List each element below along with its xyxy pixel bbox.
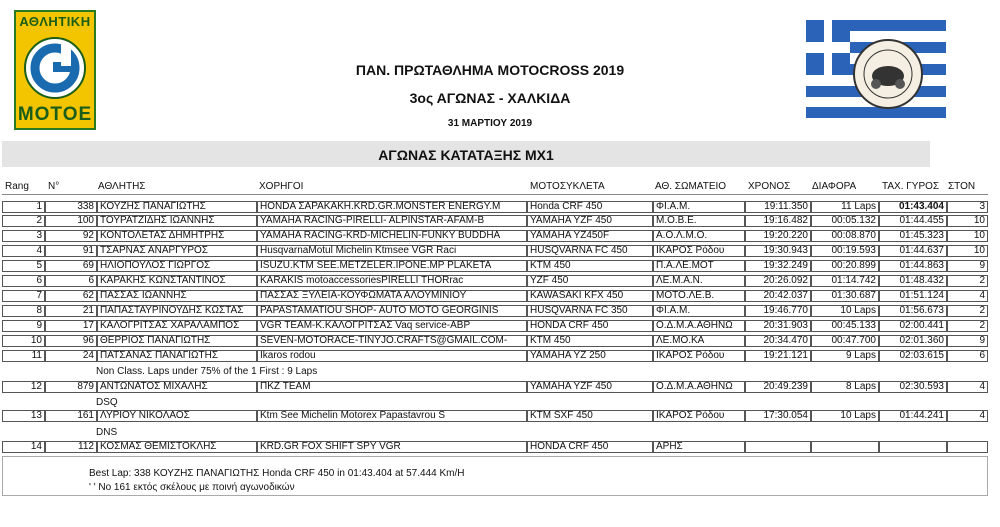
cell-no: 21 (82, 305, 94, 316)
col-club: ΑΘ. ΣΩΜΑΤΕΙΟ (655, 181, 727, 192)
cell-sponsors: KRD.GR FOX SHIFT SPY VGR (260, 441, 401, 452)
best-lap-line: Best Lap: 338 ΚΟΥΖΗΣ ΠΑΝΑΓΙΩΤΗΣ Honda CRF 450 in 01:43.404 at 57.444 Km/H (89, 468, 465, 479)
cell-box (879, 441, 947, 453)
cell-bike: HONDA CRF 450 (530, 441, 609, 452)
cell-sponsors: HONDA ΣΑΡΑΚΑΚΗ.KRD.GR.MONSTER ENERGY.M (260, 201, 501, 212)
cell-bike: HUSQVARNA FC 450 (530, 245, 628, 256)
cell-best: 01:44.637 (899, 245, 944, 256)
cell-no: 91 (82, 245, 94, 256)
cell-rider: ΠΑΤΣΑΝΑΣ ΠΑΝΑΓΙΩΤΗΣ (100, 350, 219, 361)
cell-no: 879 (77, 381, 94, 392)
cell-club: ΦΙ.Α.Μ. (656, 201, 691, 212)
cell-diff: 00:47.700 (831, 335, 876, 346)
col-no: N° (48, 181, 60, 192)
results-footer (2, 456, 988, 496)
cell-best: 01:48.432 (899, 275, 944, 286)
cell-best: 01:51.124 (899, 290, 944, 301)
cell-bike: YAMAHA YZF 450 (530, 381, 612, 392)
cell-rang: 6 (36, 275, 42, 286)
cell-no: 92 (82, 230, 94, 241)
table-row (2, 440, 988, 454)
cell-box (745, 441, 811, 453)
race-title: ΑΓΩΝΑΣ ΚΑΤΑΤΑΞΗΣ MX1 (378, 147, 554, 163)
cell-club: Ο.Δ.Μ.Α.ΑΘΗΝΩ (656, 381, 733, 392)
cell-no: 338 (77, 201, 94, 212)
cell-time: 19:11.350 (764, 201, 808, 212)
cell-diff: 11 Laps (841, 201, 876, 212)
cell-diff: 9 Laps (845, 350, 876, 361)
table-row (2, 200, 988, 214)
cell-time: 19:16.482 (763, 215, 808, 226)
cell-on: 10 (973, 230, 985, 241)
cell-best: 01:43.404 (898, 201, 944, 212)
cell-rang: 5 (36, 260, 42, 271)
cell-rider: ΑΝΤΩΝΑΤΟΣ ΜΙΧΑΛΗΣ (100, 381, 208, 392)
cell-time: 17:30.054 (763, 410, 808, 421)
cell-rang: 4 (36, 245, 42, 256)
cell-rider: ΤΟΥΡΑΤΖΙΔΗΣ ΙΩΑΝΝΗΣ (100, 215, 215, 226)
cell-diff: 00:05.132 (831, 215, 876, 226)
cell-rang: 1 (36, 201, 42, 212)
table-row (2, 289, 988, 303)
col-best: ΤΑΧ. ΓΥΡΟΣ (882, 181, 940, 192)
championship-title: ΠΑΝ. ΠΡΩΤΑΘΛΗΜΑ MOTOCROSS 2019 (355, 62, 625, 78)
cell-sponsors: HusqvarnaMotul Michelin Ktmsee VGR Raci (260, 245, 457, 256)
race-title-bar (2, 141, 930, 167)
cell-club: ΑΡΗΣ (656, 441, 683, 452)
table-row (2, 304, 988, 318)
table-row (2, 334, 988, 348)
cell-diff: 10 Laps (840, 410, 876, 421)
cell-bike: YAMAHA YZF 450 (530, 215, 612, 226)
cell-diff: 00:45.133 (831, 320, 876, 331)
cell-no: 100 (77, 215, 94, 226)
event-date: 31 ΜΑΡΤΙΟΥ 2019 (447, 118, 533, 129)
cell-sponsors: Ikaros rodou (260, 350, 316, 361)
cell-club: Α.Ο.Λ.Μ.Ο. (656, 230, 708, 241)
cell-no: 112 (78, 441, 94, 452)
cell-rang: 13 (30, 410, 42, 421)
cell-rider: ΠΑΠΑΣΤΑΥΡΙΝΟΥΔΗΣ ΚΩΣΤΑΣ (100, 305, 244, 316)
table-row (2, 319, 988, 333)
cell-time: 19:32.249 (763, 260, 808, 271)
col-rider: ΑΘΛΗΤΗΣ (98, 181, 146, 192)
table-row (2, 259, 988, 273)
cell-club: ΙΚΑΡΟΣ Ρόδου (656, 350, 725, 361)
cell-club: ΛΕ.Μ.Α.Ν. (656, 275, 703, 286)
cell-bike: KAWASAKI KFX 450 (530, 290, 624, 301)
cell-rider: ΤΣΑΡΝΑΣ ΑΝΑΡΓΥΡΟΣ (100, 245, 208, 256)
logo-bottom-text: ΜΟΤΟΕ (17, 104, 93, 125)
cell-club: ΜΟΤΟ.ΛΕ.Β. (656, 290, 715, 301)
cell-on: 10 (973, 215, 985, 226)
cell-on: 4 (979, 290, 985, 301)
cell-no: 161 (77, 410, 94, 421)
cell-diff: 8 Laps (845, 381, 876, 392)
cell-rider: ΠΑΣΣΑΣ ΙΩΑΝΝΗΣ (100, 290, 187, 301)
table-row (2, 274, 988, 288)
table-row (2, 244, 988, 258)
cell-on: 4 (979, 381, 985, 392)
cell-time: 20:31.903 (763, 320, 808, 331)
cell-bike: YZF 450 (530, 275, 569, 286)
cell-no: 17 (82, 320, 94, 331)
dsq-label: DSQ (96, 397, 118, 408)
cell-best: 02:00.441 (899, 320, 944, 331)
cell-on: 3 (979, 201, 985, 212)
cell-rang: 8 (36, 305, 42, 316)
cell-bike: YAMAHA YZ450F (530, 230, 610, 241)
cell-time: 20:34.470 (763, 335, 808, 346)
cell-time: 19:21.121 (763, 350, 808, 361)
cell-best: 02:03.615 (899, 350, 944, 361)
cell-best: 01:56.673 (899, 305, 944, 316)
cell-sponsors: YAMAHA RACING-PIRELLI- ALPINSTAR-AFAM-B (260, 215, 485, 226)
cell-on: 2 (979, 275, 985, 286)
cell-sponsors: YAMAHA RACING-KRD-MICHELIN-FUNKY BUDDHA (260, 230, 501, 241)
cell-rider: ΛΥΡΙΟΥ ΝΙΚΟΛΑΟΣ (100, 410, 190, 421)
cell-on: 10 (973, 245, 985, 256)
cell-best: 01:45.323 (899, 230, 944, 241)
cell-on: 6 (979, 350, 985, 361)
cell-rang: 14 (30, 441, 42, 452)
federation-logo (14, 10, 96, 130)
cell-bike: KTM 450 (530, 335, 571, 346)
cell-on: 9 (979, 260, 985, 271)
cell-no: 24 (82, 350, 94, 361)
cell-on: 2 (979, 320, 985, 331)
cell-best: 01:44.455 (899, 215, 944, 226)
cell-rider: ΚΟΣΜΑΣ ΘΕΜΙΣΤΟΚΛΗΣ (100, 441, 217, 452)
cell-rang: 3 (36, 230, 42, 241)
cell-rang: 10 (30, 335, 42, 346)
cell-no: 6 (88, 275, 94, 286)
cell-best: 01:44.863 (899, 260, 944, 271)
cell-bike: HUSQVARNA FC 350 (530, 305, 628, 316)
cell-club: Ο.Δ.Μ.Α.ΑΘΗΝΩ (656, 320, 733, 331)
cell-on: 2 (979, 305, 985, 316)
cell-rider: ΘΕΡΡΙΟΣ ΠΑΝΑΓΙΩΤΗΣ (100, 335, 211, 346)
cell-no: 69 (82, 260, 94, 271)
cell-on: 9 (979, 335, 985, 346)
cell-sponsors: PAPASTAMATIOU SHOP- AUTO MOTO GEORGINIS (260, 305, 499, 316)
penalty-remark: ' ' Νο 161 εκτός σκέλους με ποινή αγωνοδικών (89, 482, 295, 493)
logo-top-text: ΑΘΛΗΤΙΚΗ (19, 14, 91, 29)
cell-rider: ΚΟΥΖΗΣ ΠΑΝΑΓΙΩΤΗΣ (100, 201, 206, 212)
table-header (2, 181, 988, 195)
cell-rang: 9 (36, 320, 42, 331)
event-subtitle: 3ος ΑΓΩΝΑΣ - ΧΑΛΚΙΔΑ (409, 90, 571, 106)
cell-diff: 10 Laps (840, 305, 876, 316)
cell-time: 19:20.220 (763, 230, 808, 241)
cell-no: 96 (82, 335, 94, 346)
col-diff: ΔΙΑΦΟΡΑ (812, 181, 857, 192)
col-bike: ΜΟΤΟΣΥΚΛΕΤΑ (530, 181, 605, 192)
cell-sponsors: VGR TEAM-Κ.ΚΑΛΟΓΡΙΤΣΑΣ Vaq service-ABP (260, 320, 471, 331)
cell-rang: 12 (30, 381, 42, 392)
cell-time: 19:46.770 (763, 305, 808, 316)
cell-diff: 01:14.742 (831, 275, 876, 286)
nonclass-note: Non Class. Laps under 75% of the 1 First : 9 Laps (96, 366, 318, 377)
cell-time: 20:26.092 (763, 275, 808, 286)
cell-time: 19:30.943 (763, 245, 808, 256)
cell-club: ΛΕ.ΜΟ.ΚΑ (656, 335, 705, 346)
cell-rang: 11 (31, 350, 42, 361)
cell-sponsors: ΠΚΖ TEAM (260, 381, 311, 392)
cell-sponsors: Ktm See Michelin Motorex Papastavrou S (260, 410, 446, 421)
col-time: ΧΡΟΝΟΣ (748, 181, 791, 192)
cell-box (811, 441, 879, 453)
cell-best: 02:30.593 (899, 381, 944, 392)
cell-bike: KTM SXF 450 (530, 410, 593, 421)
table-row (2, 349, 988, 363)
cell-best: 01:44.241 (899, 410, 944, 421)
cell-sponsors: SEVEN-MOTORACE-TINYJO.CRAFTS@GMAIL.COM- (260, 335, 508, 346)
cell-rider: ΚΑΛΟΓΡΙΤΣΑΣ ΧΑΡΑΛΑΜΠΟΣ (100, 320, 240, 331)
table-row (2, 214, 988, 228)
cell-bike: Honda CRF 450 (530, 201, 603, 212)
cell-club: Π.Α.ΛΕ.ΜΟΤ (656, 260, 714, 271)
cell-on: 4 (979, 410, 985, 421)
table-row (2, 229, 988, 243)
cell-club: Μ.Ο.Β.Ε. (656, 215, 697, 226)
logo-emblem-icon (23, 36, 87, 100)
cell-club: ΙΚΑΡΟΣ Ρόδου (656, 410, 725, 421)
cell-club: ΙΚΑΡΟΣ Ρόδου (656, 245, 725, 256)
cell-no: 62 (82, 290, 94, 301)
cell-diff: 00:08.870 (831, 230, 876, 241)
cell-sponsors: KARAKIS motoaccessoriesPIRELLI THORrac (260, 275, 464, 286)
table-row (2, 409, 988, 423)
club-emblem (852, 38, 924, 110)
cell-rider: ΚΟΝΤΟΛΕΤΑΣ ΔΗΜΗΤΡΗΣ (100, 230, 225, 241)
cell-bike: YAMAHA YZ 250 (530, 350, 606, 361)
table-row (2, 380, 988, 394)
cell-sponsors: ISUZU.KTM SEE.METZELER.IPONE.MP PLAKETA (260, 260, 492, 271)
col-on: ΣΤΟΝ (948, 181, 976, 192)
col-rang: Rang (5, 181, 29, 192)
cell-club: ΦΙ.Α.Μ. (656, 305, 691, 316)
cell-time: 20:42.037 (763, 290, 808, 301)
cell-box (947, 441, 988, 453)
cell-best: 02:01.360 (899, 335, 944, 346)
cell-rang: 7 (36, 290, 42, 301)
cell-rider: ΚΑΡΑΚΗΣ ΚΩΝΣΤΑΝΤΙΝΟΣ (100, 275, 226, 286)
cell-rang: 2 (36, 215, 42, 226)
cell-diff: 00:19.593 (831, 245, 876, 256)
cell-diff: 00:20.899 (831, 260, 876, 271)
cell-rider: ΗΛΙΟΠΟΥΛΟΣ ΓΙΩΡΓΟΣ (100, 260, 211, 271)
cell-sponsors: ΠΑΣΣΑΣ ΞΥΛΕΙΑ-ΚΟΥΦΩΜΑΤΑ ΑΛΟΥΜΙΝΙΟΥ (260, 290, 467, 301)
cell-bike: KTM 450 (530, 260, 571, 271)
col-sponsors: ΧΟΡΗΓΟΙ (259, 181, 304, 192)
dns-label: DNS (96, 427, 118, 438)
cell-time: 20:49.239 (763, 381, 808, 392)
cell-diff: 01:30.687 (831, 290, 876, 301)
cell-bike: HONDA CRF 450 (530, 320, 609, 331)
